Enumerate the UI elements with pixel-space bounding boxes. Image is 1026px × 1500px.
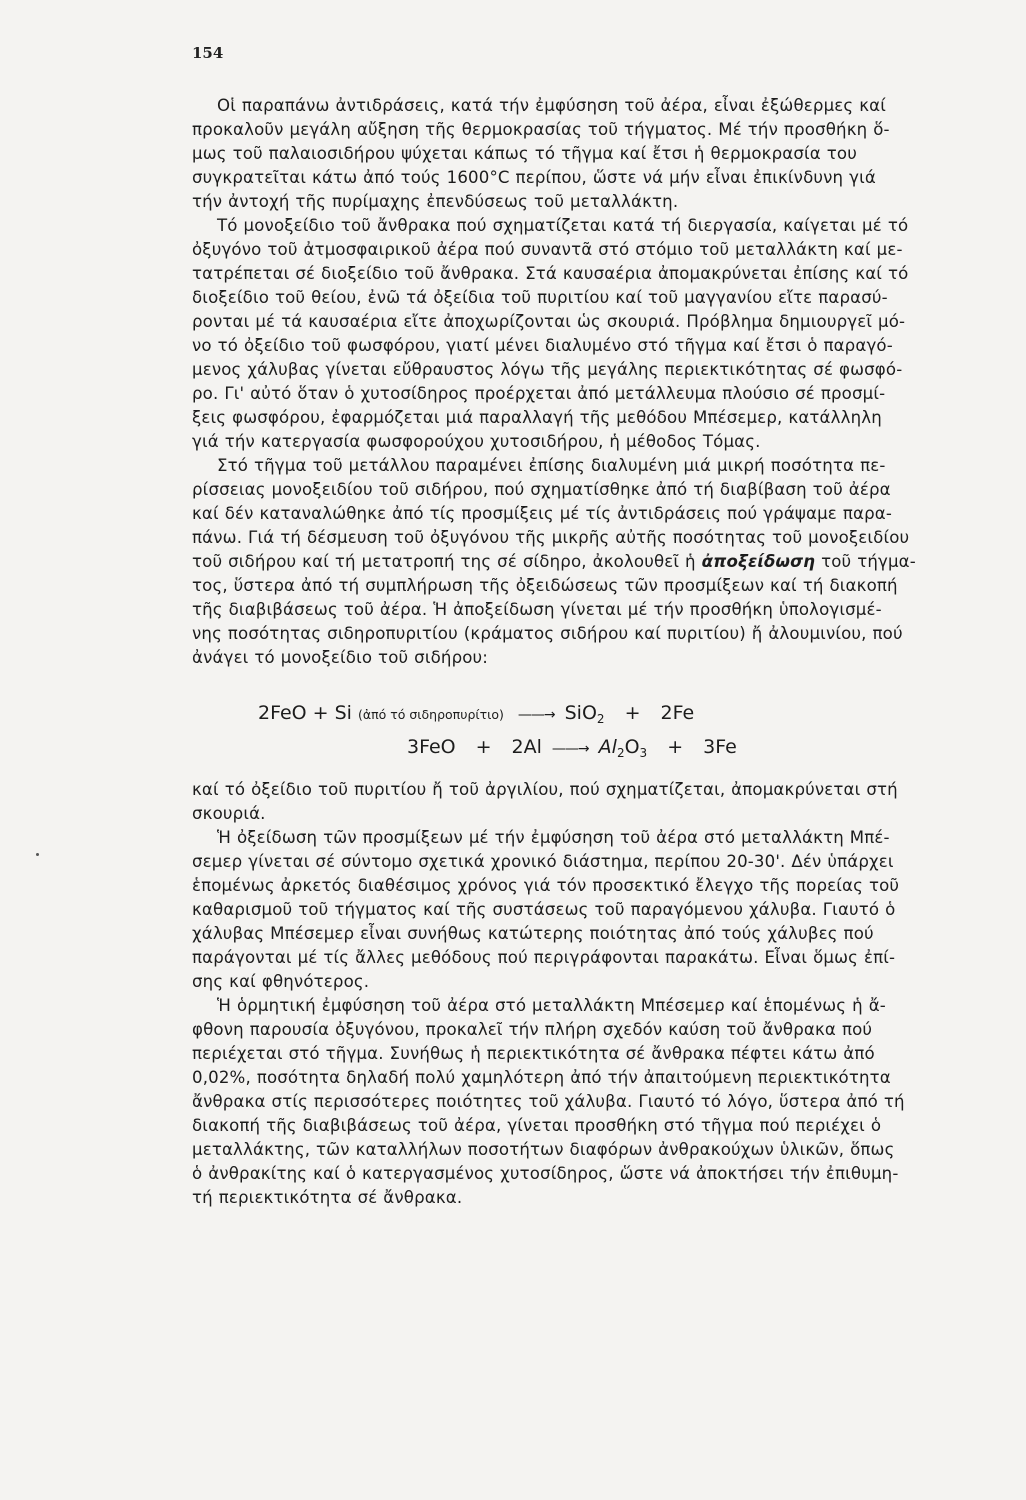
text-line: ἑπομένως ἀρκετός διαθέσιμος χρόνος γιά τόν προσεκτικό ἔλεγχο τῆς πορείας τοῦ bbox=[192, 876, 900, 895]
text-line: ρονται μέ τά καυσαέρια εἴτε ἀποχωρίζονται ὡς σκουριά. Πρόβλημα δημιουργεῖ μό- bbox=[192, 312, 906, 331]
text-line: 0,02%, ποσότητα δηλαδή πολύ χαμηλότερη ἀπό τήν ἀπαιτούμενη περιεκτικότητα bbox=[192, 1068, 891, 1087]
equation-ferrosilicon bbox=[192, 702, 1017, 736]
chemical-equations bbox=[192, 702, 1017, 770]
paragraph-exothermic bbox=[192, 94, 1017, 214]
text-line: περιέχεται στό τῆγμα. Συνήθως ἡ περιεκτικότητα σέ ἄνθρακα πέφτει κάτω ἀπό bbox=[192, 1044, 875, 1063]
equation-plus: + bbox=[475, 736, 492, 758]
text-line: φθονη παρουσία ὀξυγόνου, προκαλεῖ τήν πλήρη σχεδόν καύση τοῦ ἄνθρακα πού bbox=[192, 1020, 873, 1039]
text-fragment: τοῦ τήγμα- bbox=[815, 552, 916, 571]
equation-aluminium bbox=[192, 736, 1017, 770]
text-line: σεμερ γίνεται σέ σύντομο σχετικά χρονικό διάστημα, περίπου 20-30'. Δέν ὑπάρχει bbox=[192, 852, 894, 871]
product-subscript: 2 bbox=[616, 746, 625, 760]
text-line: Τό μονοξείδιο τοῦ ἄνθρακα πού σχηματίζεται κατά τή διεργασία, καίγεται μέ τό bbox=[217, 216, 909, 235]
term-deoxidation: ἀποξείδωση bbox=[701, 552, 816, 571]
text-line-with-term bbox=[192, 550, 1017, 574]
text-line: παράγονται μέ τίς ἄλλες μεθόδους πού περιγράφονται παρακάτω. Εἶναι ὅμως ἐπί- bbox=[192, 948, 896, 967]
text-line: ἄνθρακα στίς περισσότερες ποιότητες τοῦ χάλυβα. Γιαυτό τό λόγο, ὕστερα ἀπό τή bbox=[192, 1092, 905, 1111]
text-line: ἀνάγει τό μονοξείδιο τοῦ σιδήρου: bbox=[192, 648, 489, 667]
text-line: μεταλλάκτης, τῶν καταλλήλων ποσοτήτων διαφόρων ἀνθρακούχων ὑλικῶν, ὅπως bbox=[192, 1140, 895, 1159]
product-subscript: 3 bbox=[639, 746, 648, 760]
text-line: Ἡ ὀξείδωση τῶν προσμίξεων μέ τήν ἐμφύσηση τοῦ ἀέρα στό μεταλλάκτη Μπέ- bbox=[217, 828, 890, 847]
product-symbol: Al bbox=[598, 736, 617, 758]
text-line: τήν ἀντοχή τῆς πυρίμαχης ἐπενδύσεως τοῦ μεταλλάκτη. bbox=[192, 192, 679, 211]
product-symbol: SiO bbox=[564, 702, 597, 724]
text-line: διακοπή τῆς διαβιβάσεως τοῦ ἀέρα, γίνεται προσθήκη στό τῆγμα πού περιέχει ὁ bbox=[192, 1116, 882, 1135]
equation-product bbox=[565, 702, 605, 726]
text-line: ξεις φωσφόρου, ἐφαρμόζεται μιά παραλλαγή τῆς μεθόδου Μπέσεμερ, κατάλληλη bbox=[192, 408, 882, 427]
equation-reactants: 2FeO + Si bbox=[258, 702, 352, 724]
text-line: καί δέν καταναλώθηκε ἀπό τίς προσμίξεις μέ τίς ἀντιδράσεις πού γράψαμε παρα- bbox=[192, 504, 892, 523]
paragraph-oxidation-time bbox=[192, 826, 1017, 994]
equation-note: (ἀπό τό σιδηροπυρίτιο) bbox=[357, 707, 504, 722]
text-line: προκαλοῦν μεγάλη αὔξηση τῆς θερμοκρασίας τοῦ τήγματος. Μέ τήν προσθήκη ὅ- bbox=[192, 120, 890, 139]
text-line: ὀξυγόνο τοῦ ἀτμοσφαιρικοῦ ἀέρα πού συναντᾶ στό στόμιο τοῦ μεταλλάκτη καί με- bbox=[192, 240, 903, 259]
text-line: μενος χάλυβας γίνεται εὔθραυστος λόγω τῆς μεγάλης περιεκτικότητας σέ φωσφό- bbox=[192, 360, 903, 379]
product-subscript: 2 bbox=[596, 712, 605, 726]
text-line: καί τό ὀξείδιο τοῦ πυριτίου ἤ τοῦ ἀργιλίου, πού σχηματίζεται, ἀπομακρύνεται στή bbox=[192, 780, 898, 799]
text-fragment: τοῦ σιδήρου καί τή μετατροπή της σέ σίδηρο, ἀκολουθεῖ ἡ bbox=[192, 552, 702, 571]
text-line: πάνω. Γιά τή δέσμευση τοῦ ὀξυγόνου τῆς μικρῆς αὐτῆς ποσότητας τοῦ μονοξειδίου bbox=[192, 528, 910, 547]
text-line: νο τό ὀξείδιο τοῦ φωσφόρου, γιατί μένει διαλυμένο στό τῆγμα καί ἔτσι ὁ παραγό- bbox=[192, 336, 893, 355]
text-line: Ἡ ὁρμητική ἐμφύσηση τοῦ ἀέρα στό μεταλλάκτη Μπέσεμερ καί ἑπομένως ἡ ἄ- bbox=[217, 996, 886, 1015]
text-line: σης καί φθηνότερος. bbox=[192, 972, 370, 991]
paragraph-carbon-content bbox=[192, 994, 1017, 1210]
text-line: ὁ ἀνθρακίτης καί ὁ κατεργασμένος χυτοσίδηρος, ὥστε νά ἀποκτήσει τήν ἐπιθυμη- bbox=[192, 1164, 899, 1183]
equation-reactant: 3FeO bbox=[407, 736, 456, 758]
equation-plus: + bbox=[624, 702, 641, 724]
page-content bbox=[192, 94, 1017, 1210]
equation-product: 3Fe bbox=[703, 736, 737, 758]
text-line: τῆς διαβιβάσεως τοῦ ἀέρα. Ἡ ἀποξείδωση γίνεται μέ τήν προσθήκη ὑπολογισμέ- bbox=[192, 600, 882, 619]
paragraph-deoxidation bbox=[192, 454, 1017, 670]
reaction-arrow-icon: ——→ bbox=[517, 707, 555, 723]
equation-plus: + bbox=[667, 736, 684, 758]
text-line: γιά τήν κατεργασία φωσφορούχου χυτοσιδήρου, ἡ μέθοδος Τόμας. bbox=[192, 432, 761, 451]
reaction-arrow-icon: ——→ bbox=[551, 741, 589, 757]
page-number: 154 bbox=[192, 44, 224, 62]
product-symbol: O bbox=[624, 736, 640, 758]
text-line: τος, ὕστερα ἀπό τή συμπλήρωση τῆς ὀξειδώσεως τῶν προσμίξεων καί τή διακοπή bbox=[192, 576, 898, 595]
text-line: τή περιεκτικότητα σέ ἄνθρακα. bbox=[192, 1188, 463, 1207]
text-line: χάλυβας Μπέσεμερ εἶναι συνήθως κατώτερης ποιότητας ἀπό τούς χάλυβες πού bbox=[192, 924, 874, 943]
equation-reactant: 2Al bbox=[511, 736, 542, 758]
text-line: Στό τῆγμα τοῦ μετάλλου παραμένει ἐπίσης διαλυμένη μιά μικρή ποσότητα πε- bbox=[217, 456, 886, 475]
text-line: καθαρισμοῦ τοῦ τήγματος καί τῆς συστάσεως τοῦ παραγόμενου χάλυβα. Γιαυτό ὁ bbox=[192, 900, 896, 919]
text-line: νης ποσότητας σιδηροπυριτίου (κράματος σιδήρου καί πυριτίου) ἤ ἀλουμινίου, πού bbox=[192, 624, 903, 643]
text-line: Οἱ παραπάνω ἀντιδράσεις, κατά τήν ἐμφύσηση τοῦ ἀέρα, εἶναι ἐξώθερμες καί bbox=[217, 96, 887, 115]
text-line: τατρέπεται σέ διοξείδιο τοῦ ἄνθρακα. Στά καυσαέρια ἀπομακρύνεται ἐπίσης καί τό bbox=[192, 264, 909, 283]
scan-speck bbox=[36, 853, 39, 856]
text-line: διοξείδιο τοῦ θείου, ἐνῶ τά ὀξείδια τοῦ πυριτίου καί τοῦ μαγγανίου εἴτε παρασύ- bbox=[192, 288, 888, 307]
paragraph-carbon-monoxide bbox=[192, 214, 1017, 454]
paragraph-slag bbox=[192, 778, 1017, 826]
text-line: ρο. Γι' αὐτό ὅταν ὁ χυτοσίδηρος προέρχεται ἀπό μετάλλευμα πλούσιο σέ προσμί- bbox=[192, 384, 886, 403]
text-line: συγκρατεῖται κάτω ἀπό τούς 1600°C περίπου, ὥστε νά μήν εἶναι ἐπικίνδυνη γιά bbox=[192, 168, 876, 187]
equation-product bbox=[599, 736, 648, 760]
text-line: σκουριά. bbox=[192, 804, 266, 823]
text-line: μως τοῦ παλαιοσιδήρου ψύχεται κάπως τό τῆγμα καί ἔτσι ἡ θερμοκρασία του bbox=[192, 144, 857, 163]
text-line: ρίσσειας μονοξειδίου τοῦ σιδήρου, πού σχηματίσθηκε ἀπό τή διαβίβαση τοῦ ἀέρα bbox=[192, 480, 891, 499]
equation-product: 2Fe bbox=[660, 702, 695, 724]
